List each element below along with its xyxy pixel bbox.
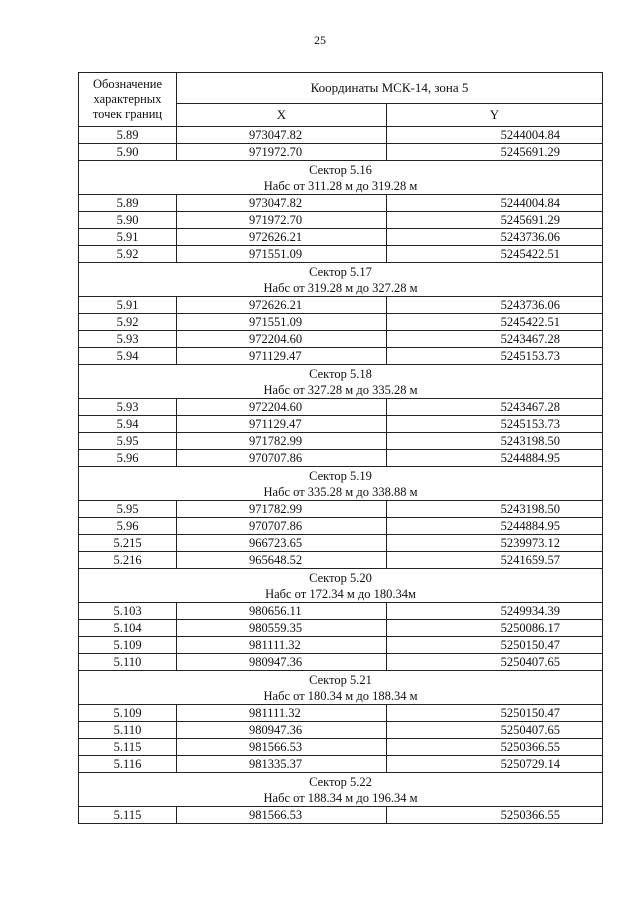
point-cell: 5.109 — [79, 637, 177, 654]
table-row — [79, 229, 603, 246]
point-cell: 5.90 — [79, 212, 177, 229]
x-coordinate-cell: 971972.70 — [177, 144, 387, 161]
sector-title: Сектор 5.21 — [309, 672, 372, 687]
x-coordinate-cell: 972626.21 — [177, 297, 387, 314]
y-coordinate-cell: 5244884.95 — [387, 518, 603, 535]
x-coordinate-cell: 980947.36 — [177, 654, 387, 671]
point-cell: 5.91 — [79, 297, 177, 314]
table-row — [79, 314, 603, 331]
sector-title: Сектор 5.20 — [309, 570, 372, 585]
x-coordinate-cell: 981566.53 — [177, 739, 387, 756]
y-coordinate-cell: 5245691.29 — [387, 144, 603, 161]
sector-title: Сектор 5.22 — [309, 774, 372, 789]
sector-range: Набс от 311.28 м до 319.28 м — [263, 178, 418, 193]
x-coordinate-cell: 980559.35 — [177, 620, 387, 637]
x-coordinate-cell: 970707.86 — [177, 450, 387, 467]
x-coordinate-cell: 971551.09 — [177, 246, 387, 263]
x-coordinate-cell: 981111.32 — [177, 637, 387, 654]
y-coordinate-cell: 5250407.65 — [387, 654, 603, 671]
y-column-header: Y — [387, 103, 603, 126]
point-cell: 5.93 — [79, 399, 177, 416]
point-cell: 5.94 — [79, 348, 177, 365]
y-coordinate-cell: 5250150.47 — [387, 705, 603, 722]
x-coordinate-cell: 972626.21 — [177, 229, 387, 246]
point-cell: 5.115 — [79, 807, 177, 824]
y-coordinate-cell: 5244004.84 — [387, 195, 603, 212]
x-coordinate-cell: 971972.70 — [177, 212, 387, 229]
point-cell: 5.115 — [79, 739, 177, 756]
point-cell: 5.96 — [79, 450, 177, 467]
point-cell: 5.116 — [79, 756, 177, 773]
y-coordinate-cell: 5245422.51 — [387, 246, 603, 263]
sector-title: Сектор 5.19 — [309, 468, 372, 483]
y-coordinate-cell: 5243467.28 — [387, 399, 603, 416]
table-row — [79, 212, 603, 229]
y-coordinate-cell: 5239973.12 — [387, 535, 603, 552]
table-row — [79, 518, 603, 535]
sector-header-row — [79, 467, 603, 501]
sector-range: Набс от 319.28 м до 327.28 м — [263, 280, 418, 295]
x-coordinate-cell: 980656.11 — [177, 603, 387, 620]
page-number: 25 — [314, 33, 326, 47]
point-cell: 5.215 — [79, 535, 177, 552]
table-row — [79, 144, 603, 161]
sector-range: Набс от 188.34 м до 196.34 м — [263, 790, 418, 805]
x-coordinate-cell: 973047.82 — [177, 195, 387, 212]
table-row — [79, 705, 603, 722]
y-coordinate-cell: 5243198.50 — [387, 433, 603, 450]
sector-header — [79, 263, 603, 297]
y-coordinate-cell: 5243736.06 — [387, 229, 603, 246]
coordinates-table — [78, 72, 603, 824]
y-coordinate-cell: 5250366.55 — [387, 739, 603, 756]
table-row — [79, 756, 603, 773]
sector-header-row — [79, 161, 603, 195]
y-coordinate-cell: 5250086.17 — [387, 620, 603, 637]
table-row — [79, 416, 603, 433]
y-coordinate-cell: 5241659.57 — [387, 552, 603, 569]
table-row — [79, 297, 603, 314]
table-row — [79, 603, 603, 620]
table-row — [79, 331, 603, 348]
y-coordinate-cell: 5244004.84 — [387, 127, 603, 144]
x-coordinate-cell: 971782.99 — [177, 433, 387, 450]
y-coordinate-cell: 5250150.47 — [387, 637, 603, 654]
sector-title: Сектор 5.17 — [309, 264, 372, 279]
x-coordinate-cell: 973047.82 — [177, 127, 387, 144]
table-row — [79, 739, 603, 756]
table-row — [79, 535, 603, 552]
point-cell: 5.96 — [79, 518, 177, 535]
sector-range: Набс от 335.28 м до 338.88 м — [263, 484, 418, 499]
sector-header — [79, 161, 603, 195]
table-row — [79, 654, 603, 671]
point-cell: 5.110 — [79, 654, 177, 671]
y-coordinate-cell: 5243736.06 — [387, 297, 603, 314]
sector-header — [79, 569, 603, 603]
x-coordinate-cell: 971782.99 — [177, 501, 387, 518]
table-row — [79, 127, 603, 144]
table-row — [79, 620, 603, 637]
table-row — [79, 501, 603, 518]
point-cell: 5.92 — [79, 314, 177, 331]
x-column-header: X — [177, 103, 387, 126]
sector-header — [79, 671, 603, 705]
point-cell: 5.104 — [79, 620, 177, 637]
table-row — [79, 807, 603, 824]
sector-header-row — [79, 365, 603, 399]
table-row — [79, 433, 603, 450]
table-row — [79, 450, 603, 467]
point-cell: 5.110 — [79, 722, 177, 739]
table-row — [79, 552, 603, 569]
point-cell: 5.95 — [79, 433, 177, 450]
sector-title: Сектор 5.16 — [309, 162, 372, 177]
y-coordinate-cell: 5250366.55 — [387, 807, 603, 824]
x-coordinate-cell: 970707.86 — [177, 518, 387, 535]
point-cell: 5.103 — [79, 603, 177, 620]
sector-header — [79, 365, 603, 399]
point-cell: 5.109 — [79, 705, 177, 722]
coordinates-header: Координаты МСК-14, зона 5 — [177, 73, 603, 104]
point-cell: 5.216 — [79, 552, 177, 569]
table-row — [79, 348, 603, 365]
sector-header-row — [79, 671, 603, 705]
table-body — [79, 127, 603, 824]
table-row — [79, 195, 603, 212]
point-cell: 5.95 — [79, 501, 177, 518]
y-coordinate-cell: 5245153.73 — [387, 348, 603, 365]
table-row — [79, 399, 603, 416]
y-coordinate-cell: 5245153.73 — [387, 416, 603, 433]
sector-range: Набс от 172.34 м до 180.34м — [265, 586, 416, 601]
sector-range: Набс от 180.34 м до 188.34 м — [263, 688, 418, 703]
x-coordinate-cell: 972204.60 — [177, 399, 387, 416]
x-coordinate-cell: 981111.32 — [177, 705, 387, 722]
sector-range: Набс от 327.28 м до 335.28 м — [263, 382, 418, 397]
x-coordinate-cell: 980947.36 — [177, 722, 387, 739]
sector-header-row — [79, 263, 603, 297]
y-coordinate-cell: 5244884.95 — [387, 450, 603, 467]
x-coordinate-cell: 965648.52 — [177, 552, 387, 569]
point-column-header: Обозначение характерных точек границ — [79, 73, 177, 127]
table-row — [79, 722, 603, 739]
sector-title: Сектор 5.18 — [309, 366, 372, 381]
y-coordinate-cell: 5243467.28 — [387, 331, 603, 348]
point-cell: 5.94 — [79, 416, 177, 433]
x-coordinate-cell: 971129.47 — [177, 416, 387, 433]
y-coordinate-cell: 5245691.29 — [387, 212, 603, 229]
point-cell: 5.92 — [79, 246, 177, 263]
table-row — [79, 246, 603, 263]
x-coordinate-cell: 966723.65 — [177, 535, 387, 552]
sector-header-row — [79, 569, 603, 603]
x-coordinate-cell: 972204.60 — [177, 331, 387, 348]
x-coordinate-cell: 981566.53 — [177, 807, 387, 824]
y-coordinate-cell: 5250729.14 — [387, 756, 603, 773]
y-coordinate-cell: 5243198.50 — [387, 501, 603, 518]
y-coordinate-cell: 5249934.39 — [387, 603, 603, 620]
table-row — [79, 637, 603, 654]
point-cell: 5.90 — [79, 144, 177, 161]
sector-header — [79, 467, 603, 501]
point-cell: 5.91 — [79, 229, 177, 246]
point-cell: 5.89 — [79, 127, 177, 144]
point-cell: 5.89 — [79, 195, 177, 212]
sector-header — [79, 773, 603, 807]
x-coordinate-cell: 971551.09 — [177, 314, 387, 331]
y-coordinate-cell: 5245422.51 — [387, 314, 603, 331]
point-cell: 5.93 — [79, 331, 177, 348]
sector-header-row — [79, 773, 603, 807]
x-coordinate-cell: 971129.47 — [177, 348, 387, 365]
x-coordinate-cell: 981335.37 — [177, 756, 387, 773]
y-coordinate-cell: 5250407.65 — [387, 722, 603, 739]
